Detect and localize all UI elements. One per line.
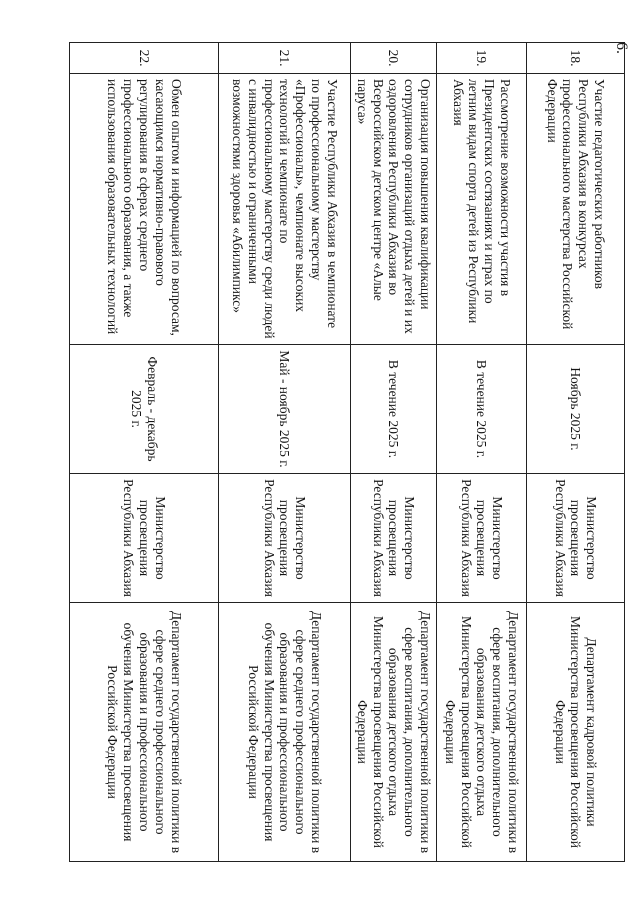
responsible-cell: Министерство просвещения Республики Абхазия [351, 474, 437, 603]
row-number: 22. [70, 43, 219, 74]
coresponsible-cell: Департамент государственной политики в сфере среднего профессионального образования и профессионального обучения Министерства просвещения Российской Федерации [70, 603, 219, 862]
responsible-cell: Министерство просвещения Республики Абхазия [437, 474, 527, 603]
row-number: 21. [219, 43, 351, 74]
task-cell: Организация повышения квалификации сотрудников организаций отдыха детей и их оздоровления Республики Абхазия во Всероссийском детском центре «Алые паруса» [351, 74, 437, 345]
coresponsible-cell: Департамент кадровой политики Министерства просвещения Российской Федерации [527, 603, 625, 862]
row-number: 20. [351, 43, 437, 74]
coresponsible-cell: Департамент государственной политики в сфере воспитания, дополнительного образования детского отдыха Министерства просвещения Российской Федерации [437, 603, 527, 862]
rotated-table-container [70, 42, 625, 862]
responsible-cell: Министерство просвещения Республики Абхазия [527, 474, 625, 603]
coresponsible-cell: Департамент государственной политики в сфере среднего профессионального образования и профессионального обучения Министерства просвещения Российской Федерации [219, 603, 351, 862]
task-cell: Участие Республики Абхазия в чемпионате по профессиональному мастерству «Профессионалы», чемпионате высоких технологий и чемпионате по профессиональному мастерству среди людей с инвалидностью и ограниченными возможностями здоровья «Абилимпикс» [219, 74, 351, 345]
row-number: 18. [527, 43, 625, 74]
task-cell: Обмен опытом и информацией по вопросам, касающимся нормативно-правового регулирования в сферах среднего профессионального образования, а также использования образовательных технологий [70, 74, 219, 345]
dates-cell: Февраль - декабрь 2025 г. [70, 345, 219, 474]
events-table [69, 42, 625, 862]
page-number: 6. [613, 42, 630, 54]
responsible-cell: Министерство просвещения Республики Абхазия [70, 474, 219, 603]
table-row [219, 43, 351, 862]
responsible-cell: Министерство просвещения Республики Абхазия [219, 474, 351, 603]
table-row [527, 43, 625, 862]
dates-cell: В течение 2025 г. [351, 345, 437, 474]
row-number: 19. [437, 43, 527, 74]
table-row [437, 43, 527, 862]
dates-cell: В течение 2025 г. [437, 345, 527, 474]
dates-cell: Май - ноябрь 2025 г. [219, 345, 351, 474]
task-cell: Участие педагогических работников Республики Абхазия в конкурсах профессионального мастерства Российской Федерации [527, 74, 625, 345]
table-row [351, 43, 437, 862]
task-cell: Рассмотрение возможности участия в Президентских состязаниях и играх по летним видам спорта детей из Республики Абхазия [437, 74, 527, 345]
table-row [70, 43, 219, 862]
coresponsible-cell: Департамент государственной политики в сфере воспитания, дополнительного образования детского отдыха Министерства просвещения Российской Федерации [351, 603, 437, 862]
dates-cell: Ноябрь 2025 г. [527, 345, 625, 474]
